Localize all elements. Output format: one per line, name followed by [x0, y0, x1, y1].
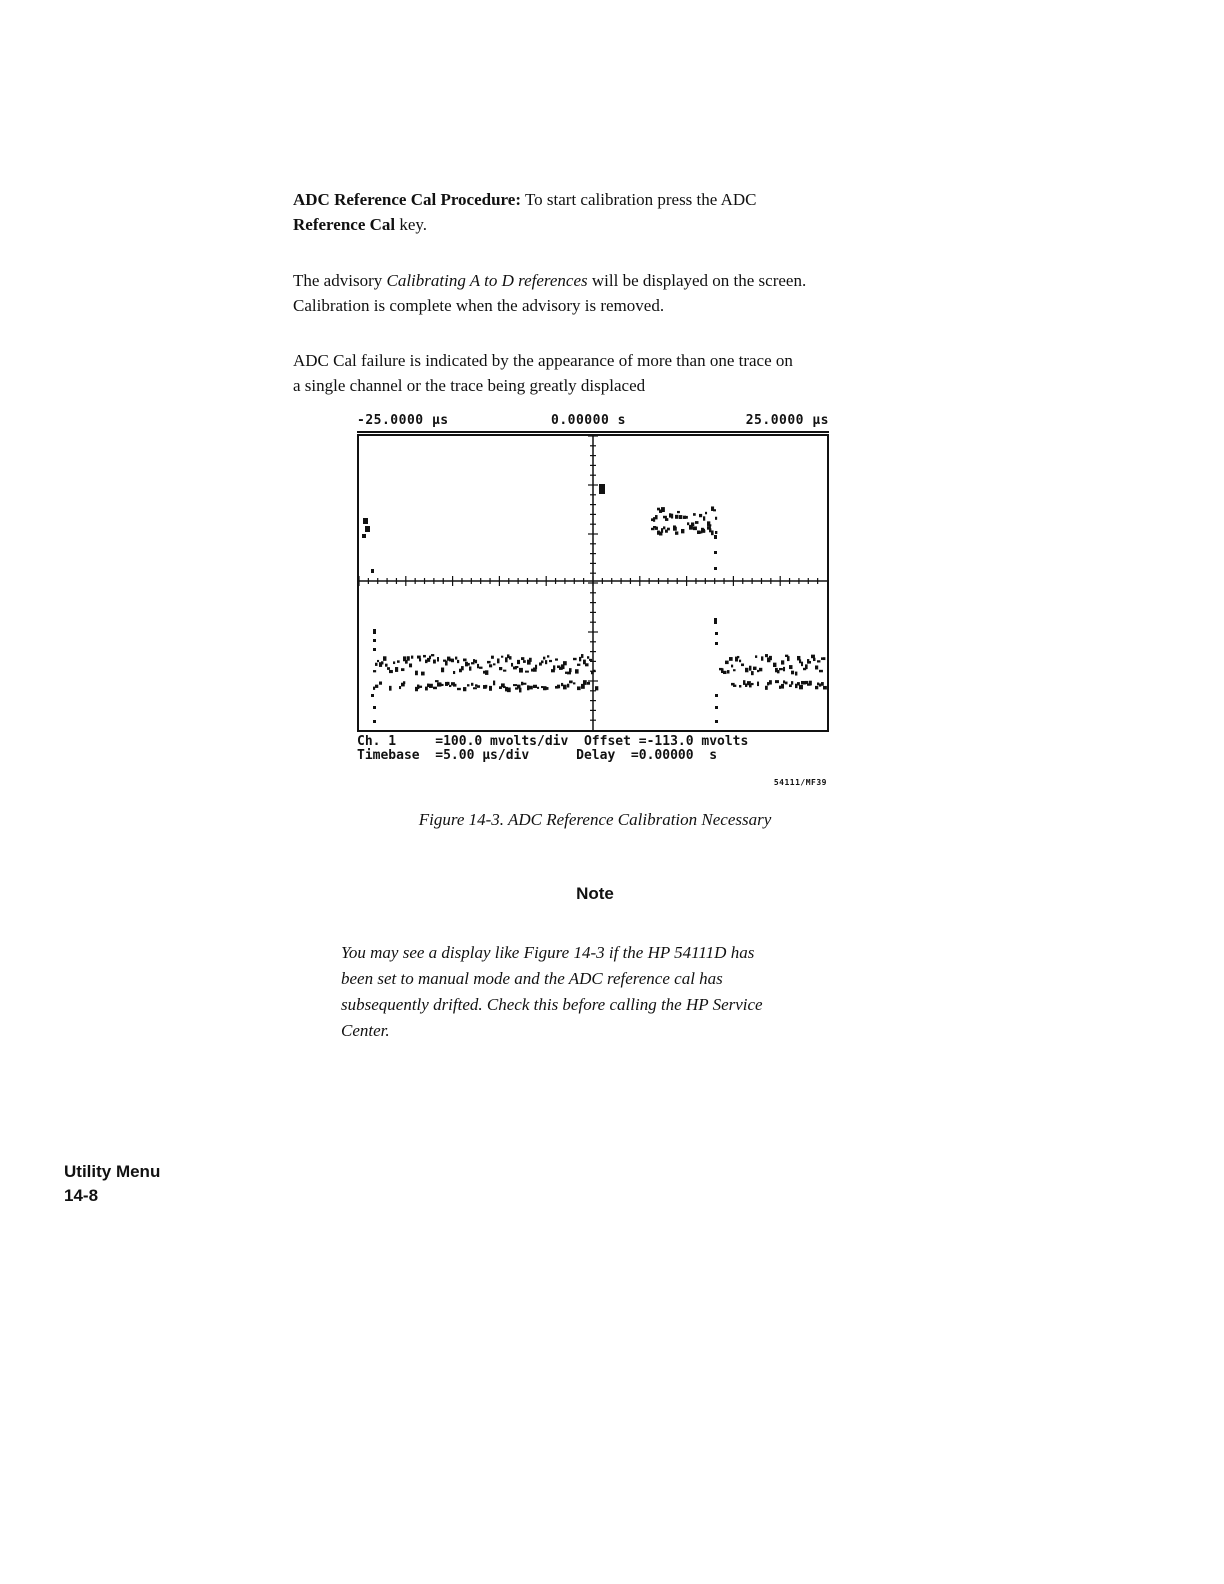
trace-dot	[677, 511, 680, 513]
trace-dot	[577, 686, 581, 690]
trace-dot	[819, 683, 821, 686]
trace-dot	[769, 680, 772, 684]
trace-dot	[529, 658, 532, 662]
trace-dot	[423, 655, 426, 657]
trace-dot	[807, 659, 809, 664]
trace-dot	[509, 656, 512, 659]
trace-dot	[395, 667, 398, 672]
trace-dot	[799, 659, 801, 663]
trace-dot	[497, 658, 499, 663]
trace-dot	[545, 660, 547, 664]
trace-dot	[671, 514, 673, 519]
trace-dot	[723, 671, 727, 674]
trace-dot	[477, 664, 479, 668]
trace-dot	[663, 526, 665, 529]
trace-dot	[433, 687, 437, 690]
trace-dot	[791, 671, 794, 675]
note-line-4: Center.	[341, 1021, 390, 1040]
trace-dot	[725, 661, 729, 665]
trace-dot	[811, 655, 815, 659]
trace-dot	[715, 632, 718, 635]
trace-dot	[473, 659, 475, 662]
trace-dot	[489, 664, 492, 667]
trace-dot	[431, 654, 434, 656]
trace-dot	[773, 663, 776, 667]
trace-dot	[373, 629, 376, 634]
trace-dot	[373, 639, 376, 642]
trace-dot	[714, 535, 717, 539]
trace-dot	[715, 706, 718, 709]
trace-dot	[815, 665, 818, 669]
trace-dot	[805, 664, 808, 669]
trace-dot	[401, 668, 404, 671]
time-axis-rule	[357, 431, 829, 433]
trace-dot	[373, 687, 375, 690]
trace-dot	[789, 665, 792, 669]
trace-dot	[595, 686, 598, 690]
footer-page-number: 14-8	[64, 1186, 99, 1205]
scope-graticule	[359, 436, 827, 730]
trace-dot	[651, 518, 653, 521]
trace-dot	[759, 668, 762, 671]
trace-dot	[575, 669, 579, 673]
trace-dot	[727, 670, 729, 673]
trace-dot	[809, 681, 812, 686]
trace-dot	[421, 672, 425, 676]
trace-dot	[675, 515, 679, 519]
note-title: Note	[576, 884, 614, 903]
trace-dot	[371, 569, 374, 573]
trace-dot	[705, 512, 707, 514]
trace-dot	[751, 683, 754, 685]
trace-dot	[451, 659, 454, 663]
time-center-label: 0.00000 s	[551, 413, 626, 428]
advisory-text-end: will be displayed on the screen.	[587, 271, 807, 290]
trace-dot	[715, 517, 717, 520]
trace-dot	[703, 530, 705, 533]
failure-line-2: a single channel or the trace being greatly displaced	[293, 376, 646, 395]
trace-dot	[501, 656, 503, 658]
trace-dot	[485, 670, 488, 675]
trace-dot	[661, 507, 665, 512]
trace-dot	[523, 683, 526, 685]
trace-dot	[737, 656, 739, 658]
trace-dot	[757, 670, 759, 672]
trace-dot	[749, 666, 751, 671]
trace-dot	[563, 661, 567, 665]
trace-dot	[429, 684, 433, 688]
trace-dot	[669, 513, 671, 517]
trace-dot	[815, 686, 818, 689]
trace-dot	[373, 720, 376, 723]
reference-cal-key-name: Reference Cal	[293, 215, 396, 234]
trace-dot	[573, 682, 575, 684]
trace-dot	[475, 660, 477, 663]
trace-dot	[523, 660, 526, 663]
trace-dot	[537, 687, 539, 689]
trace-dot	[821, 682, 824, 686]
trace-dot	[541, 686, 543, 688]
trace-dot	[781, 660, 784, 664]
trace-dot	[665, 518, 668, 521]
figure-caption: Figure 14-3. ADC Reference Calibration Necessary	[418, 810, 772, 829]
trace-dot	[435, 680, 439, 682]
trace-dot	[819, 670, 823, 672]
trace-dot	[555, 658, 558, 660]
trace-dot	[589, 659, 592, 661]
trace-dot	[397, 660, 400, 662]
trace-dot	[691, 522, 694, 526]
trace-dot	[507, 687, 511, 692]
trace-dot	[425, 687, 428, 691]
trace-dot	[731, 665, 733, 668]
trace-dot	[767, 682, 769, 685]
trace-dot	[493, 663, 495, 665]
trace-dot	[365, 526, 370, 532]
trace-dot	[777, 670, 779, 673]
status-line-channel: Ch. 1 =100.0 mvolts/div Offset =-113.0 mvolts	[357, 734, 749, 749]
trace-dot	[379, 681, 382, 684]
trace-dot	[695, 521, 698, 524]
trace-dot	[453, 671, 455, 674]
trace-dot	[463, 687, 466, 691]
trace-dot	[755, 655, 757, 658]
figure-id: 54111/MF39	[773, 778, 827, 787]
trace-dot	[409, 663, 412, 667]
trace-dot	[373, 648, 376, 651]
trace-dot	[779, 668, 783, 670]
trace-dot	[519, 668, 523, 673]
trace-dot	[569, 681, 573, 684]
trace-dot	[733, 669, 736, 671]
trace-dot	[599, 484, 605, 494]
trace-dot	[565, 672, 567, 674]
trace-dot	[787, 656, 790, 661]
trace-dot	[579, 657, 581, 661]
trace-dot	[765, 654, 768, 657]
trace-dot	[515, 666, 518, 668]
trace-dot	[525, 671, 529, 673]
trace-dot	[535, 665, 537, 669]
trace-dot	[457, 688, 461, 690]
trace-dot	[779, 686, 781, 689]
trace-dot	[714, 567, 717, 570]
trace-dot	[519, 688, 521, 693]
trace-dot	[399, 686, 401, 689]
trace-dot	[493, 681, 495, 686]
trace-dot	[447, 682, 449, 685]
trace-dot	[813, 658, 815, 661]
trace-dot	[521, 682, 523, 686]
trace-dot	[783, 667, 785, 671]
advisory-complete-text: Calibration is complete when the advisory is removed.	[293, 296, 665, 315]
time-right-label: 25.0000 µs	[745, 413, 829, 428]
trace-dot	[715, 694, 718, 697]
trace-dot	[713, 509, 716, 511]
trace-dot	[543, 657, 545, 660]
trace-dot	[573, 658, 577, 660]
note-line-3: subsequently drifted. Check this before calling the HP Service	[341, 995, 763, 1014]
trace-dot	[429, 656, 431, 659]
trace-dot	[745, 668, 748, 672]
trace-dot	[817, 660, 820, 662]
trace-dot	[587, 682, 590, 685]
trace-dot	[387, 667, 390, 670]
trace-dot	[521, 657, 524, 660]
trace-dot	[503, 670, 506, 672]
trace-dot	[491, 656, 494, 659]
trace-dot	[477, 685, 480, 688]
trace-dot	[375, 663, 378, 666]
trace-dot	[362, 534, 366, 538]
trace-dot	[799, 685, 803, 689]
trace-dot	[389, 670, 393, 673]
trace-dot	[489, 686, 492, 691]
trace-dot	[403, 681, 405, 684]
trace-dot	[585, 663, 589, 666]
trace-dot	[751, 671, 754, 675]
trace-dot	[687, 522, 689, 525]
trace-dot	[823, 657, 825, 660]
trace-dot	[655, 515, 658, 519]
trace-dot	[467, 663, 470, 666]
trace-dot	[581, 654, 583, 658]
trace-dot	[693, 513, 696, 516]
scope-screen	[357, 434, 829, 732]
trace-dot	[809, 661, 811, 664]
trace-dot	[375, 685, 378, 688]
advisory-text: The advisory	[293, 271, 387, 290]
trace-dot	[821, 657, 823, 660]
trace-dot	[453, 684, 456, 687]
trace-dot	[437, 657, 439, 662]
trace-dot	[714, 551, 717, 554]
trace-dot	[479, 667, 483, 669]
footer-section-name: Utility Menu	[64, 1162, 161, 1181]
trace-dot	[569, 668, 572, 672]
trace-dot	[561, 683, 563, 686]
trace-dot	[449, 658, 451, 661]
trace-dot	[801, 662, 803, 666]
trace-dot	[461, 666, 464, 670]
trace-dot	[411, 656, 413, 659]
oscilloscope-figure	[355, 413, 835, 793]
paragraph-failure	[293, 348, 893, 398]
trace-dot	[427, 684, 429, 687]
trace-dot	[673, 527, 677, 531]
trace-dot	[511, 663, 513, 667]
trace-dot	[517, 660, 520, 664]
trace-dot	[711, 530, 714, 535]
trace-dot	[469, 666, 471, 670]
trace-dot	[583, 680, 587, 685]
trace-dot	[715, 720, 718, 723]
trace-dot	[371, 694, 374, 697]
trace-dot	[563, 685, 567, 690]
trace-dot	[665, 530, 668, 533]
trace-dot	[733, 685, 736, 687]
procedure-text: To start calibration press the ADC	[521, 190, 757, 209]
trace-dot	[455, 657, 457, 660]
trace-dot	[487, 661, 491, 664]
trace-dot	[471, 683, 473, 686]
trace-dot	[433, 659, 436, 663]
note-line-2: been set to manual mode and the ADC reference cal has	[341, 969, 723, 988]
trace-dot	[693, 526, 697, 530]
trace-dot	[547, 655, 549, 657]
trace-dot	[703, 516, 705, 520]
trace-dot	[781, 684, 784, 689]
trace-dot	[553, 665, 555, 670]
trace-dot	[739, 685, 741, 688]
trace-dot	[655, 527, 658, 530]
trace-dot	[381, 661, 383, 664]
trace-dot	[715, 531, 717, 534]
status-line-timebase: Timebase =5.00 µs/div Delay =0.00000 s	[357, 748, 718, 763]
trace-dot	[389, 686, 392, 691]
trace-dot	[765, 686, 768, 690]
trace-dot	[467, 684, 469, 686]
trace-dot	[685, 516, 688, 519]
trace-dot	[715, 642, 718, 645]
trace-dot	[373, 706, 376, 709]
trace-dot	[419, 686, 422, 688]
trace-dot	[533, 685, 537, 688]
note-line-1: You may see a display like Figure 14-3 if the HP 54111D has	[341, 943, 755, 962]
trace-dot	[463, 659, 467, 662]
trace-dot	[385, 664, 388, 667]
trace-dot	[681, 529, 684, 533]
trace-dot	[529, 686, 533, 690]
trace-dot	[441, 668, 444, 673]
paragraph-procedure	[293, 187, 893, 237]
trace-dot	[567, 684, 569, 688]
trace-dot	[473, 687, 477, 689]
trace-dot	[709, 524, 711, 526]
trace-dot	[377, 660, 379, 662]
trace-dot	[741, 663, 744, 666]
time-left-label: -25.0000 µs	[357, 413, 449, 428]
trace-dot	[407, 656, 410, 660]
trace-dot	[789, 684, 792, 687]
failure-line-1: ADC Cal failure is indicated by the appearance of more than one trace on	[293, 351, 793, 370]
trace-dot	[663, 516, 667, 519]
trace-dot	[729, 657, 733, 661]
trace-dot	[513, 684, 517, 686]
trace-dot	[549, 660, 552, 662]
trace-dot	[791, 681, 793, 684]
trace-dot	[419, 658, 421, 661]
trace-dot	[785, 682, 788, 685]
paragraph-advisory	[293, 268, 893, 318]
trace-dot	[679, 515, 682, 519]
trace-dot	[441, 684, 444, 686]
trace-dot	[541, 660, 544, 663]
trace-dot	[739, 660, 741, 663]
trace-dot	[753, 667, 757, 670]
trace-dot	[393, 661, 395, 664]
trace-dot	[373, 670, 376, 672]
trace-dot	[415, 671, 418, 676]
trace-dot	[699, 514, 702, 517]
trace-dot	[653, 517, 655, 522]
procedure-text-end: key.	[395, 215, 428, 234]
trace-dot	[761, 656, 763, 660]
trace-dot	[485, 685, 487, 688]
trace-dot	[417, 656, 421, 659]
trace-dot	[363, 518, 368, 524]
trace-dot	[817, 683, 819, 686]
trace-dot	[823, 686, 827, 690]
trace-dot	[783, 680, 785, 683]
trace-dot	[457, 660, 459, 663]
note-body	[341, 940, 831, 1044]
trace-dot	[445, 661, 448, 666]
trace-dot	[714, 618, 717, 624]
trace-dot	[757, 682, 759, 687]
trace-dot	[545, 687, 548, 690]
trace-dot	[383, 656, 386, 661]
trace-dot	[449, 685, 451, 687]
trace-dot	[795, 672, 797, 676]
trace-dot	[471, 662, 475, 664]
procedure-heading: ADC Reference Cal Procedure:	[293, 190, 522, 209]
trace-dot	[557, 685, 560, 689]
advisory-message: Calibrating A to D references	[386, 271, 588, 290]
trace-dot	[745, 683, 747, 686]
trace-dot	[593, 670, 595, 672]
trace-dot	[587, 656, 589, 659]
trace-dot	[769, 656, 772, 660]
trace-dot	[577, 664, 580, 666]
trace-dot	[675, 531, 678, 534]
trace-dot	[661, 528, 663, 533]
trace-dot	[775, 680, 779, 683]
trace-dot	[499, 667, 502, 670]
